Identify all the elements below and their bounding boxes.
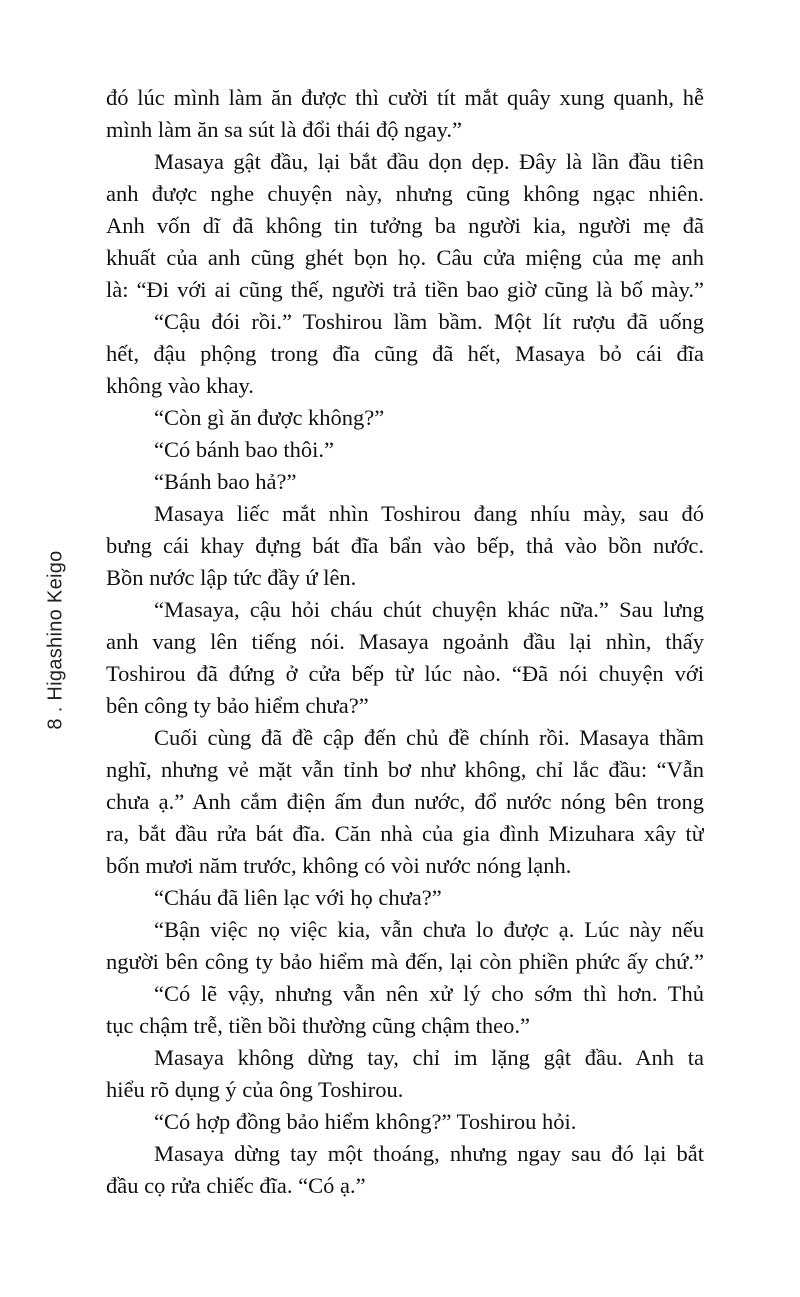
text-line: “Cháu đã liên lạc với họ chưa?”: [154, 885, 442, 910]
running-head-separator: .: [44, 706, 67, 713]
running-head: [45, 550, 68, 729]
text-line: ra, bắt đầu rửa bát đĩa. Căn nhà của gia đình Mizuhara xây từ: [106, 821, 704, 846]
text-line: tục chậm trễ, tiền bồi thường cũng chậm theo.”: [106, 1013, 530, 1038]
text-line: “Bánh bao hả?”: [154, 469, 297, 494]
text-line: Masaya liếc mắt nhìn Toshirou đang nhíu mày, sau đó: [154, 501, 704, 526]
text-line: “Masaya, cậu hỏi cháu chút chuyện khác nữa.” Sau lưng: [154, 597, 704, 622]
text-line: đầu cọ rửa chiếc đĩa. “Có ạ.”: [106, 1173, 366, 1198]
text-line: “Bận việc nọ việc kia, vẫn chưa lo được ạ. Lúc này nếu: [154, 917, 704, 942]
text-line: hiểu rõ dụng ý của ông Toshirou.: [106, 1077, 404, 1102]
text-line: Anh vốn dĩ đã không tin tưởng ba người kia, người mẹ đã: [106, 213, 704, 238]
text-line: “Có lẽ vậy, nhưng vẫn nên xử lý cho sớm thì hơn. Thủ: [154, 981, 704, 1006]
text-line: Bồn nước lập tức đầy ứ lên.: [106, 565, 357, 590]
text-line: “Cậu đói rồi.” Toshirou lầm bầm. Một lít rượu đã uống: [154, 309, 704, 334]
text-line: không vào khay.: [106, 373, 254, 398]
text-line: “Còn gì ăn được không?”: [154, 405, 385, 430]
author-name: Higashino Keigo: [44, 550, 67, 701]
text-line: mình làm ăn sa sút là đổi thái độ ngay.”: [106, 117, 462, 142]
text-line: anh được nghe chuyện này, nhưng cũng không ngạc nhiên.: [106, 181, 704, 206]
text-line: Masaya dừng tay một thoáng, nhưng ngay sau đó lại bắt: [154, 1141, 704, 1166]
text-line: bốn mươi năm trước, không có vòi nước nóng lạnh.: [106, 853, 572, 878]
text-line: là: “Đi với ai cũng thế, người trả tiền bao giờ cũng là bố mày.”: [106, 277, 704, 302]
text-line: “Có hợp đồng bảo hiểm không?” Toshirou hỏi.: [154, 1109, 577, 1134]
text-line: bên công ty bảo hiểm chưa?”: [106, 693, 369, 718]
text-line: hết, đậu phộng trong đĩa cũng đã hết, Masaya bỏ cái đĩa: [106, 341, 704, 366]
text-line: Toshirou đã đứng ở cửa bếp từ lúc nào. “Đã nói chuyện với: [106, 661, 704, 686]
text-line: chưa ạ.” Anh cắm điện ấm đun nước, đổ nước nóng bên trong: [106, 789, 704, 814]
text-line: đó lúc mình làm ăn được thì cười tít mắt quây xung quanh, hễ: [106, 85, 704, 110]
text-line: Masaya gật đầu, lại bắt đầu dọn dẹp. Đây là lần đầu tiên: [154, 149, 704, 174]
text-line: Masaya không dừng tay, chỉ im lặng gật đầu. Anh ta: [154, 1045, 704, 1070]
text-line: người bên công ty bảo hiểm mà đến, lại còn phiền phức ấy chứ.”: [106, 949, 704, 974]
text-line: anh vang lên tiếng nói. Masaya ngoảnh đầu lại nhìn, thấy: [106, 629, 704, 654]
text-line: khuất của anh cũng ghét bọn họ. Câu cửa miệng của mẹ anh: [106, 245, 704, 270]
body-text: [106, 82, 704, 1202]
text-line: nghĩ, nhưng vẻ mặt vẫn tỉnh bơ như không, chỉ lắc đầu: “Vẫn: [106, 757, 704, 782]
text-line: “Có bánh bao thôi.”: [154, 437, 334, 462]
page-number: 8: [44, 718, 67, 730]
text-line: Cuối cùng đã đề cập đến chủ đề chính rồi. Masaya thầm: [154, 725, 704, 750]
text-line: bưng cái khay đựng bát đĩa bẩn vào bếp, thả vào bồn nước.: [106, 533, 704, 558]
